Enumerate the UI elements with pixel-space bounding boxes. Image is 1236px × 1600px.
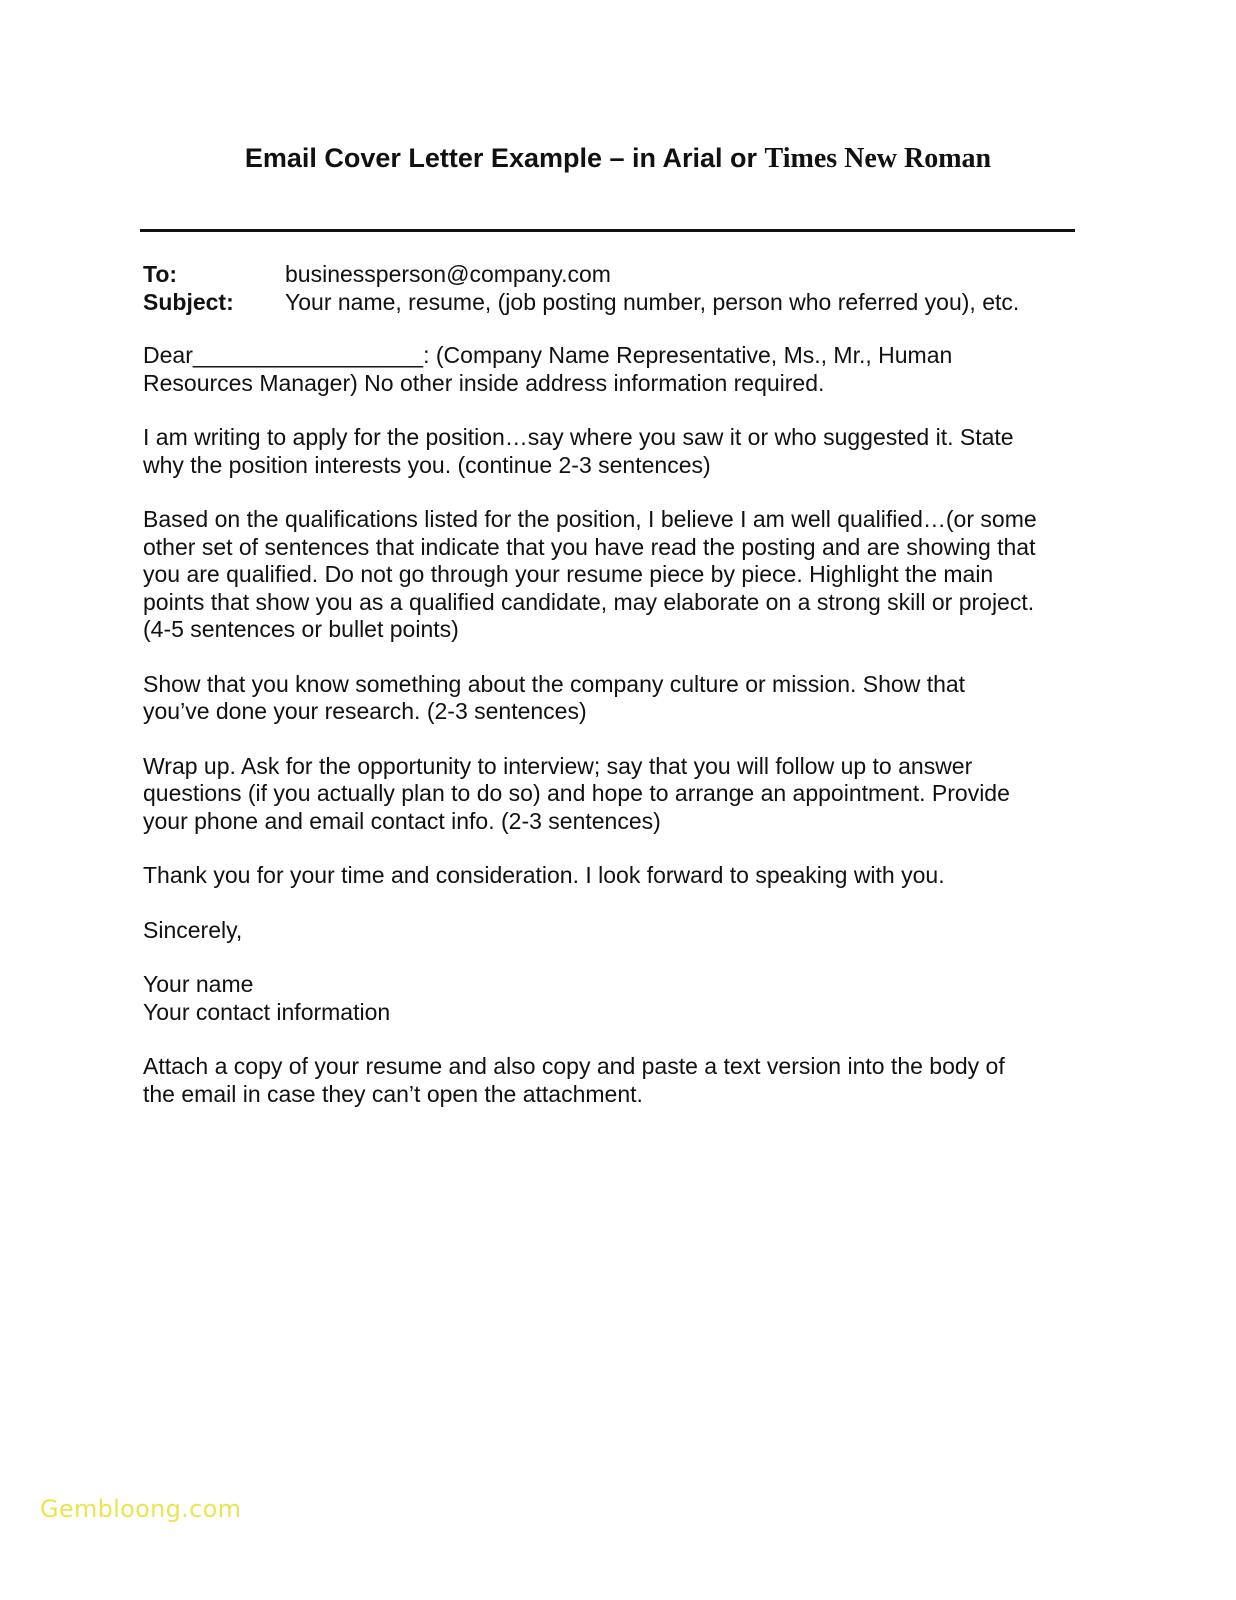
text-line: Dear__________________: (Company Name Representative, Ms., Mr., Human [143, 342, 953, 368]
document-title [0, 140, 1236, 177]
to-value: businessperson@company.com [285, 261, 611, 287]
text-line: Wrap up. Ask for the opportunity to interview; say that you will follow up to answer [143, 752, 973, 779]
title-serif-part: Times New Roman [764, 143, 992, 174]
to-label: To: [143, 261, 178, 287]
salutation-paragraph [143, 342, 1083, 397]
letter-body [143, 342, 1083, 1135]
qualifications-paragraph [143, 506, 1083, 644]
text-line: you’ve done your research. (2-3 sentences) [143, 698, 587, 724]
wrap-up-paragraph [143, 753, 1083, 836]
text-line: questions (if you actually plan to do so) and hope to arrange an appointment. Provide [143, 780, 1010, 806]
watermark-text: Gembloong.com [40, 1495, 242, 1523]
thank-you-paragraph [143, 862, 1083, 890]
text-line: Sincerely, [143, 916, 243, 943]
text-line: I am writing to apply for the position…say where you saw it or who suggested it. State [143, 424, 1014, 450]
subject-label: Subject: [143, 289, 234, 315]
text-line: your phone and email contact info. (2-3 sentences) [143, 807, 661, 834]
email-header [143, 260, 1083, 316]
text-line: why the position interests you. (continue 2-3 sentences) [143, 451, 711, 478]
text-line: Resources Manager) No other inside address information required. [143, 369, 825, 396]
title-sans-part: Email Cover Letter Example – in Arial or [244, 143, 758, 173]
title-divider [140, 229, 1075, 232]
signature-name: Your name [143, 971, 254, 997]
subject-value: Your name, resume, (job posting number, person who referred you), etc. [285, 289, 1020, 315]
company-paragraph [143, 671, 1083, 726]
attachment-note [143, 1053, 1083, 1108]
signature-contact: Your contact information [143, 998, 391, 1025]
text-line: other set of sentences that indicate that you have read the posting and are showing that [143, 533, 1036, 560]
text-line: (4-5 sentences or bullet points) [143, 616, 459, 642]
text-line: Show that you know something about the company culture or mission. Show that [143, 670, 966, 697]
text-line: the email in case they can’t open the attachment. [143, 1080, 643, 1107]
intro-paragraph [143, 424, 1083, 479]
text-line: Attach a copy of your resume and also copy and paste a text version into the body of [143, 1053, 1005, 1079]
text-line: Thank you for your time and consideration. I look forward to speaking with you. [143, 862, 945, 888]
closing [143, 917, 1083, 945]
to-row [143, 260, 1083, 288]
text-line: you are qualified. Do not go through your resume piece by piece. Highlight the main [143, 561, 994, 587]
signature-block [143, 971, 1083, 1026]
text-line: points that show you as a qualified candidate, may elaborate on a strong skill or project. [143, 588, 1035, 615]
text-line: Based on the qualifications listed for the position, I believe I am well qualified…(or some [143, 506, 1037, 532]
subject-row [143, 288, 1083, 316]
